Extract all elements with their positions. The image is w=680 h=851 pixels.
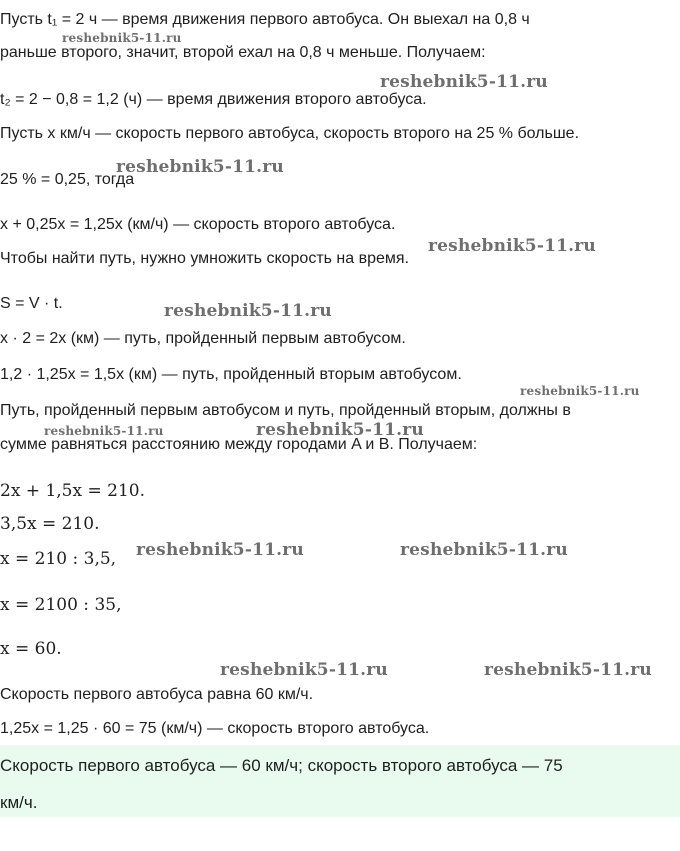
formula-path: S = V · t.	[0, 295, 63, 312]
watermark: reshebnik5-11.ru	[62, 31, 182, 45]
answer-line-1: Скорость первого автобуса — 60 км/ч; скорость второго автобуса — 75	[0, 756, 563, 775]
answer-line-2: км/ч.	[0, 793, 38, 812]
formula-speed-second: x + 0,25x = 1,25x (км/ч) — скорость второго автобуса.	[0, 216, 396, 233]
text-line-12: сумме равняться расстоянию между городами A и B. Получаем:	[0, 436, 478, 453]
text-line-7: Чтобы найти путь, нужно умножить скорость на время.	[0, 250, 410, 267]
watermark: reshebnik5-11.ru	[220, 660, 388, 680]
formula-percent: 25 % = 0,25, тогда	[0, 171, 135, 188]
formula-speed-value: 1,25x = 1,25 · 60 = 75 (км/ч) — скорость второго автобуса.	[0, 720, 430, 737]
watermark: reshebnik5-11.ru	[520, 384, 640, 398]
text-line-18: Скорость первого автобуса равна 60 км/ч.	[0, 686, 314, 703]
equation-4: x = 2100 : 35,	[0, 595, 122, 615]
equation-5: x = 60.	[0, 639, 62, 659]
watermark: reshebnik5-11.ru	[484, 660, 652, 680]
watermark: reshebnik5-11.ru	[136, 540, 304, 560]
watermark: reshebnik5-11.ru	[164, 301, 332, 321]
equation-3: x = 210 : 3,5,	[0, 549, 117, 569]
watermark: reshebnik5-11.ru	[400, 540, 568, 560]
watermark: reshebnik5-11.ru	[428, 236, 596, 256]
text-line-4: Пусть x км/ч — скорость первого автобуса, скорость второго на 25 % больше.	[0, 125, 580, 142]
text-line-1: Пусть t₁ = 2 ч — время движения первого автобуса. Он выехал на 0,8 ч	[0, 11, 530, 28]
formula-t2: t₂ = 2 − 0,8 = 1,2 (ч) — время движения второго автобуса.	[0, 91, 427, 108]
watermark: reshebnik5-11.ru	[256, 420, 424, 440]
watermark: reshebnik5-11.ru	[44, 424, 164, 438]
watermark: reshebnik5-11.ru	[380, 72, 548, 92]
watermark: reshebnik5-11.ru	[116, 157, 284, 177]
text-line-2: раньше второго, значит, второй ехал на 0,8 ч меньше. Получаем:	[0, 44, 486, 61]
answer-block	[0, 745, 680, 817]
text-line-11: Путь, пройденный первым автобусом и путь, пройденный вторым, должны в	[0, 402, 571, 419]
formula-path-first: x · 2 = 2x (км) — путь, пройденный первым автобусом.	[0, 330, 406, 347]
formula-path-second: 1,2 · 1,25x = 1,5x (км) — путь, пройденный вторым автобусом.	[0, 366, 462, 383]
equation-1: 2x + 1,5x = 210.	[0, 481, 145, 501]
equation-2: 3,5x = 210.	[0, 514, 100, 534]
